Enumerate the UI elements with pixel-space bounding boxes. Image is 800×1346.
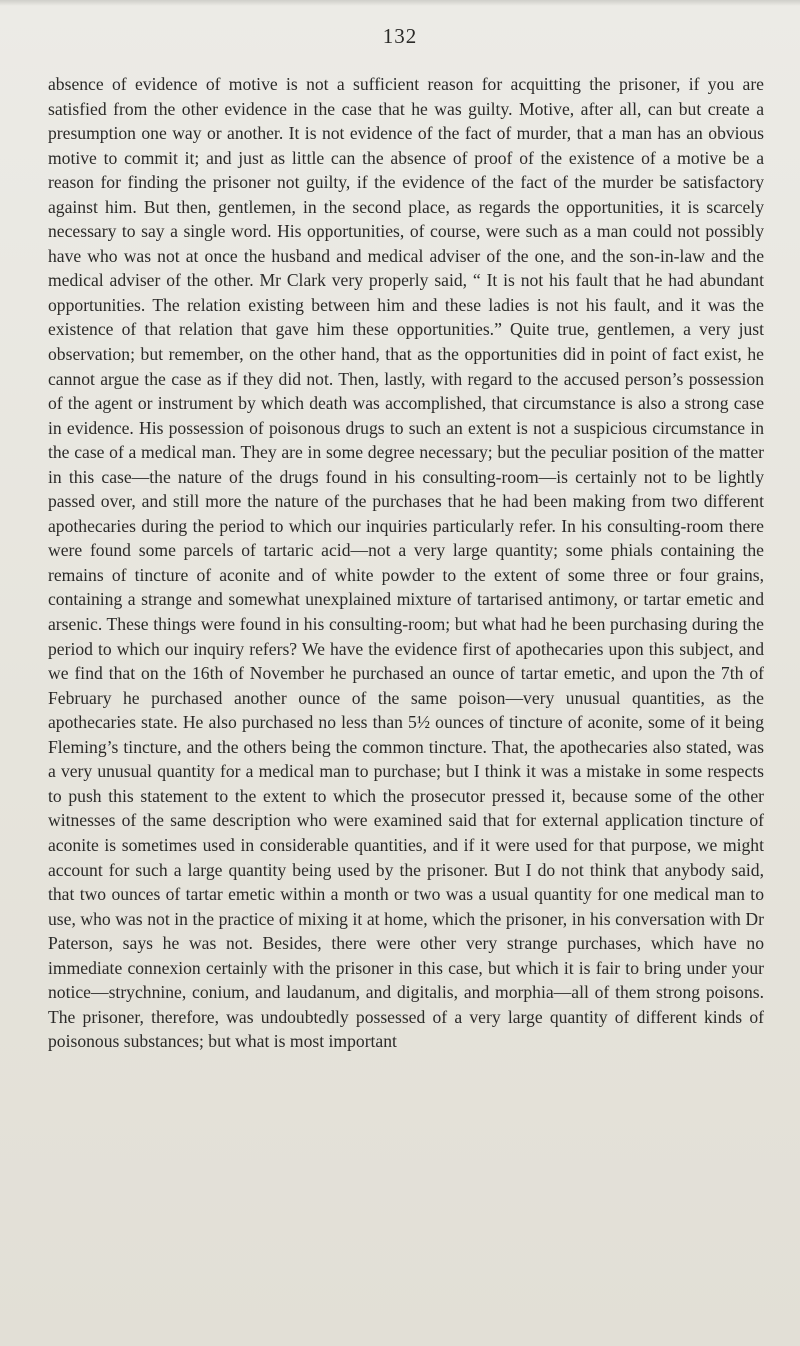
page-number: 132 — [382, 24, 418, 48]
body-paragraph: absence of evidence of motive is not a sufficient reason for acquitting the prisoner, if you are satisfied from the other evidence in the case that he was guilty. Motive, after all, can but create a presumption one way or another. It is not evidence of the fact of murder, that a man has an obvious motive to commit it; and just as little can the absence of proof of the existence of a motive be a reason for finding the prisoner not guilty, if the evidence of the fact of the murder be satisfactory against him. But then, gentlemen, in the second place, as regards the opportunities, it is scarcely necessary to say a single word. His opportunities, of course, were such as a man could not possibly have who was not at once the husband and medical adviser of the one, and the son-in-law and the medical adviser of the other. Mr Clark very properly said, “ It is not his fault that he had abundant opportunities. The relation existing between him and these ladies is not his fault, and it was the existence of that relation that gave him these opportunities.” Quite true, gentlemen, a very just observation; but remember, on the other hand, that as the opportunities did in point of fact exist, he cannot argue the case as if they did not. Then, lastly, with regard to the accused person’s possession of the agent or instrument by which death was accomplished, that circumstance is also a strong case in evidence. His possession of poisonous drugs to such an extent is not a suspicious circumstance in the case of a medical man. They are in some degree necessary; but the peculiar position of the matter in this case—the nature of the drugs found in his consulting-room—is certainly not to be lightly passed over, and still more the nature of the purchases that he had been making from two different apothecaries during the period to which our inquiries particularly refer. In his consulting-room there were found some parcels of tartaric acid—not a very large quantity; some phials containing the remains of tincture of aconite and of white powder to the extent of some three or four grains, containing a strange and somewhat unexplained mixture of tartarised antimony, or tartar emetic and arsenic. These things were found in his consulting-room; but what had he been purchasing during the period to which our inquiry refers? We have the evidence first of apothecaries upon this subject, and we find that on the 16th of November he purchased an ounce of tartar emetic, and upon the 7th of February he purchased another ounce of the same poison—very unusual quantities, as the apothecaries state. He also purchased no less than 5½ ounces of tincture of aconite, some of it being Fleming’s tincture, and the others being the common tincture. That, the apothecaries also stated, was a very unusual quantity for a medical man to purchase; but I think it was a mistake in some respects to push this statement to the extent to which the prosecutor pressed it, because some of the other witnesses of the same description who were examined said that for external application tincture of aconite is sometimes used in considerable quantities, and if it were used for that purpose, we might account for such a large quantity being used by the prisoner. But I do not think that anybody said, that two ounces of tartar emetic within a month or two was a usual quantity for one medical man to use, who was not in the practice of mixing it at home, which the prisoner, in his conversation with Dr Paterson, says he was not. Besides, there were other very strange purchases, which have no immediate connexion certainly with the prisoner in this case, but which it is fair to bring under your notice—strychnine, conium, and laudanum, and digitalis, and morphia—all of them strong poisons. The prisoner, therefore, was undoubtedly possessed of a very large quantity of different kinds of poisonous substances; but what is most important — [48, 74, 764, 1052]
page-top-shadow — [0, 0, 800, 6]
